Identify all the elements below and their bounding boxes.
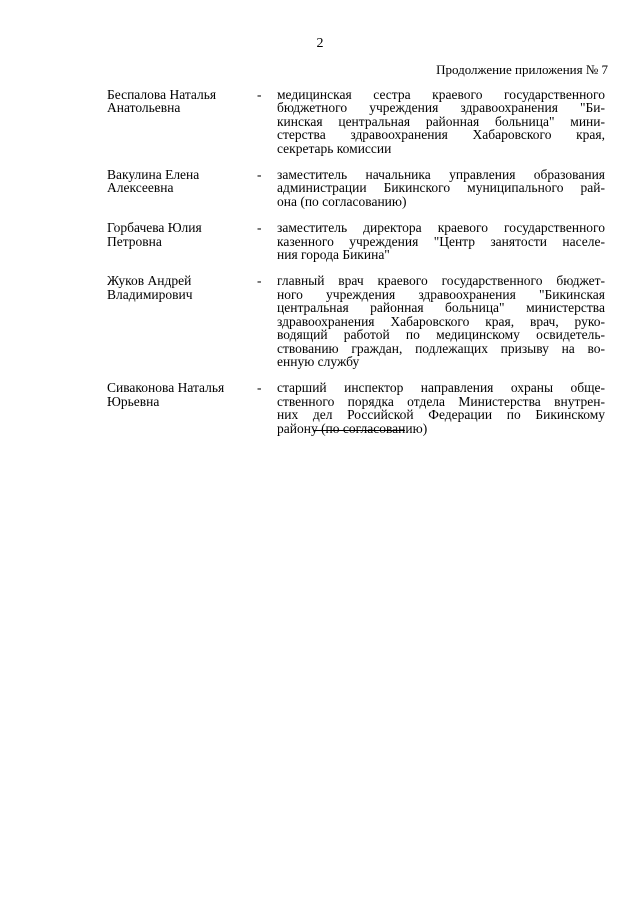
member-row bbox=[107, 168, 605, 208]
member-name bbox=[107, 221, 257, 261]
member-row bbox=[107, 274, 605, 368]
members-list bbox=[107, 88, 605, 448]
member-description-line: енную службу bbox=[277, 353, 360, 369]
member-description-line: главный врач краевого государственного бюджет- bbox=[277, 273, 605, 289]
member-description bbox=[277, 221, 605, 261]
member-name-line: Жуков Андрей bbox=[107, 273, 192, 289]
member-description-line: она (по согласованию) bbox=[277, 193, 407, 209]
member-description-line: заместитель директора краевого государственного bbox=[277, 220, 605, 236]
member-description-line: заместитель начальника управления образования bbox=[277, 167, 605, 183]
member-description-line: ного учреждения здравоохранения "Бикинская bbox=[277, 286, 605, 302]
member-dash: - bbox=[257, 167, 262, 183]
member-description-line: старший инспектор направления охраны обще- bbox=[277, 380, 605, 396]
member-description-line: них дел Российской Федерации по Бикинскому bbox=[277, 407, 605, 423]
member-description-line: здравоохранения Хабаровского края, врач, руко- bbox=[277, 313, 605, 329]
member-description-line: ния города Бикина" bbox=[277, 247, 390, 263]
member-description-line: центральная районная больница" министерства bbox=[277, 300, 605, 316]
member-description-line: водящий работой по медицинскому освидетель- bbox=[277, 327, 605, 343]
member-name-line: Алексеевна bbox=[107, 180, 174, 196]
member-description-line: медицинская сестра краевого государственного bbox=[277, 87, 605, 102]
member-name-line: Беспалова Наталья bbox=[107, 87, 217, 102]
member-name-line: Юрьевна bbox=[107, 393, 160, 409]
member-description-line: бюджетного учреждения здравоохранения "Би- bbox=[277, 100, 605, 116]
member-description-line: ствованию граждан, подлежащих призыву на во- bbox=[277, 340, 605, 356]
member-name bbox=[107, 88, 257, 155]
member-description-line: казенного учреждения "Центр занятости населе- bbox=[277, 233, 605, 249]
member-description-line: администрации Бикинского муниципального рай- bbox=[277, 180, 605, 196]
member-name-line: Сиваконова Наталья bbox=[107, 380, 225, 396]
member-dash: - bbox=[257, 87, 262, 102]
end-divider bbox=[314, 430, 405, 431]
member-row bbox=[107, 221, 605, 261]
member-description-line: ственного порядка отдела Министерства внутрен- bbox=[277, 393, 605, 409]
member-description bbox=[277, 168, 605, 208]
continuation-label: Продолжение приложения № 7 bbox=[436, 62, 608, 77]
member-row bbox=[107, 381, 605, 435]
member-name-line: Владимирович bbox=[107, 286, 193, 302]
member-name-line: Вакулина Елена bbox=[107, 167, 200, 183]
member-dash: - bbox=[257, 380, 262, 396]
member-description-line: району (по согласованию) bbox=[277, 420, 428, 436]
member-dash: - bbox=[257, 220, 262, 236]
member-name-line: Петровна bbox=[107, 233, 162, 249]
member-name bbox=[107, 274, 257, 368]
member-description bbox=[277, 381, 605, 435]
member-dash: - bbox=[257, 273, 262, 289]
member-row bbox=[107, 88, 605, 155]
page-number: 2 bbox=[316, 36, 324, 51]
member-description-line: секретарь комиссии bbox=[277, 140, 392, 156]
member-name bbox=[107, 381, 257, 435]
member-description-line: стерства здравоохранения Хабаровского края, bbox=[277, 127, 605, 143]
member-description bbox=[277, 274, 605, 368]
member-name bbox=[107, 168, 257, 208]
member-description-line: кинская центральная районная больница" мини- bbox=[277, 113, 605, 129]
member-description bbox=[277, 88, 605, 155]
member-name-line: Горбачева Юлия bbox=[107, 220, 202, 236]
member-name-line: Анатольевна bbox=[107, 100, 181, 116]
